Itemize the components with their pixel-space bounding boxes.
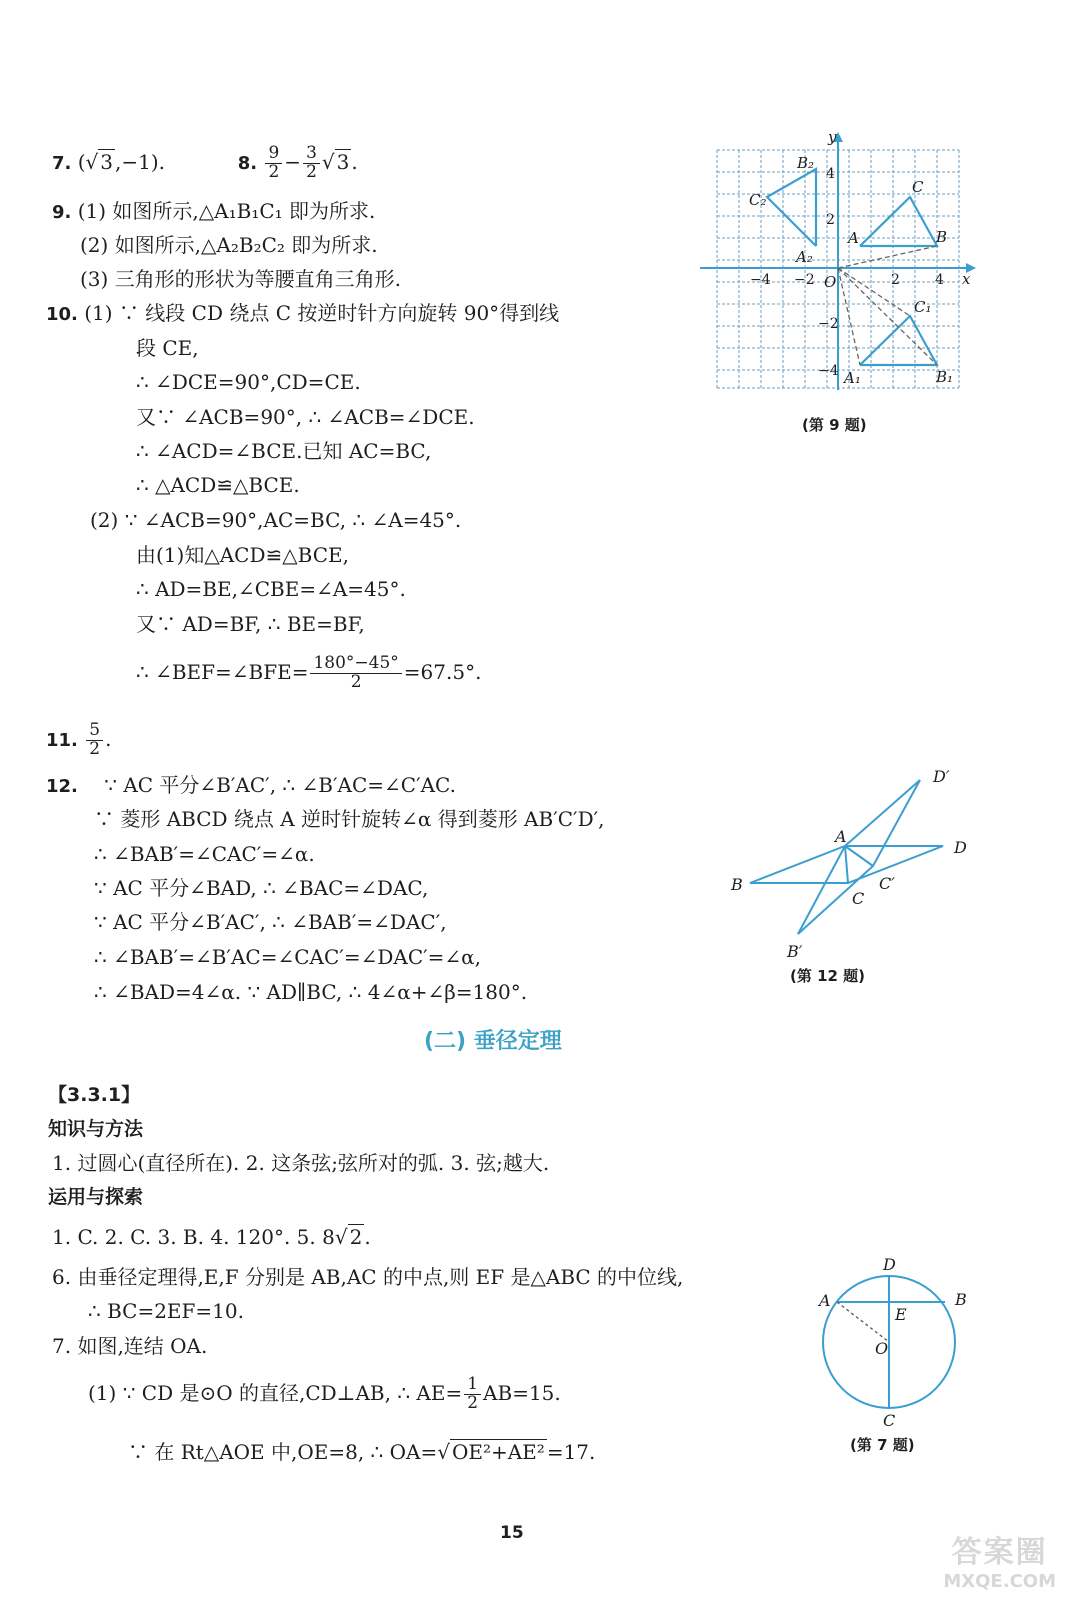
label-C: C bbox=[852, 889, 865, 908]
axes bbox=[700, 132, 976, 390]
item-number: 9. bbox=[52, 202, 72, 223]
item-7-8: 7. (√ 3 ,−1). 8. $\frac{9}{2}$ − $\frac{3}{2}$ √ 3 . bbox=[52, 143, 358, 182]
equation-left: ∴ ∠BEF=∠BFE= bbox=[136, 659, 309, 684]
watermark-logo: 答案圈 bbox=[951, 1535, 1048, 1570]
answer-7-radicand: 3 bbox=[100, 149, 114, 174]
answer-line: ∴ ∠ACD=∠BCE.已知 AC=BC, bbox=[136, 439, 432, 463]
figure-12 bbox=[725, 762, 985, 962]
label-C1: C₁ bbox=[914, 298, 932, 316]
figure-12-caption: (第 12 题) bbox=[790, 967, 866, 985]
practice-answers-1-5: 1. C. 2. C. 3. B. 4. 120°. 5. 8√ 2 . bbox=[52, 1225, 371, 1249]
answer-7-text: (√ bbox=[77, 149, 99, 174]
label-B: B bbox=[936, 228, 948, 246]
answer-line: ∴ ∠DCE=90°,CD=CE. bbox=[136, 370, 361, 394]
section-title: (二) 垂径定理 bbox=[424, 1029, 562, 1054]
knowledge-answers: 1. 过圆心(直径所在). 2. 这条弦;弦所对的弧. 3. 弦;越大. bbox=[52, 1151, 550, 1175]
practice-item-7-part2: ∵ 在 Rt△AOE 中,OE=8, ∴ OA=√ OE²+AE² =17. bbox=[128, 1440, 596, 1464]
answer-line: ∴ ∠BAD=4∠α. ∵ AD∥BC, ∴ 4∠α+∠β=180°. bbox=[94, 980, 528, 1004]
label-x: x bbox=[962, 270, 971, 288]
practice-item-7: 7. 如图,连结 OA. bbox=[52, 1334, 208, 1358]
label-A: A bbox=[835, 827, 847, 846]
answer-line: 由(1)知△ACD≌△BCE, bbox=[136, 543, 349, 567]
tick-label: −2 bbox=[818, 316, 839, 332]
fraction: $\frac{5}{2}$ bbox=[86, 722, 103, 759]
label-A: A bbox=[819, 1291, 831, 1310]
label-y: y bbox=[828, 130, 837, 146]
answer-line: (1) ∵ 线段 CD 绕点 C 按逆时针方向旋转 90°得到线 bbox=[84, 301, 560, 325]
label-A2: A₂ bbox=[796, 248, 813, 266]
figure-9-caption: (第 9 题) bbox=[802, 416, 867, 434]
practice-heading: 运用与探索 bbox=[48, 1186, 144, 1208]
page-number: 15 bbox=[500, 1523, 524, 1543]
tick-label: −4 bbox=[818, 363, 839, 379]
item-number: 10. bbox=[46, 304, 78, 325]
tick-label: −2 bbox=[794, 272, 815, 288]
label-Dprime: D′ bbox=[933, 767, 950, 786]
answer-line: ∴ ∠BAB′=∠CAC′=∠α. bbox=[94, 842, 315, 866]
item-11: 11. $\frac{5}{2}$ . bbox=[46, 720, 112, 759]
answer-line: ∵ AC 平分∠BAD, ∴ ∠BAC=∠DAC, bbox=[94, 876, 429, 900]
answer-line bbox=[136, 655, 481, 692]
label-D: D bbox=[883, 1255, 896, 1274]
label-C2: C₂ bbox=[749, 191, 767, 209]
tick-label: 2 bbox=[826, 212, 835, 228]
answer-line: 段 CE, bbox=[136, 336, 199, 360]
figure-7 bbox=[805, 1250, 985, 1440]
triangle-A1B1C1 bbox=[860, 316, 937, 365]
answer-line: (2) 如图所示,△A₂B₂C₂ 即为所求. bbox=[80, 233, 378, 257]
label-O: O bbox=[875, 1339, 889, 1358]
answer-line: (1) 如图所示,△A₁B₁C₁ 即为所求. bbox=[77, 199, 376, 223]
label-Cprime: C′ bbox=[879, 874, 895, 893]
practice-item-7-part1: (1) ∵ CD 是⊙O 的直径,CD⊥AB, ∴ AE= $\frac{1}{2}$ AB=15. bbox=[88, 1374, 561, 1413]
figure-7-caption: (第 7 题) bbox=[850, 1436, 915, 1454]
triangle-A2B2C2 bbox=[767, 169, 816, 246]
label-D: D bbox=[954, 838, 967, 857]
tick-label: 2 bbox=[891, 272, 900, 288]
label-B: B bbox=[955, 1290, 967, 1309]
fraction: $\frac{3}{2}$ bbox=[303, 145, 320, 182]
answer-line: (2) ∵ ∠ACB=90°,AC=BC, ∴ ∠A=45°. bbox=[90, 508, 462, 532]
label-B1: B₁ bbox=[936, 368, 954, 386]
fraction: $\frac{180^\circ-45^\circ}{2}$ bbox=[310, 655, 401, 692]
answer-7-tail: ,−1). bbox=[115, 149, 166, 174]
fraction: $\frac{9}{2}$ bbox=[265, 145, 282, 182]
label-A: A bbox=[848, 229, 859, 247]
subsection-label: 【3.3.1】 bbox=[48, 1084, 141, 1106]
radicand: 3 bbox=[336, 149, 350, 174]
label-B: B bbox=[731, 875, 743, 894]
answer-line: ∴ AD=BE,∠CBE=∠A=45°. bbox=[136, 577, 406, 601]
practice-item-6-conclusion: ∴ BC=2EF=10. bbox=[88, 1299, 244, 1323]
label-Bprime: B′ bbox=[787, 942, 803, 961]
equation-right: =67.5°. bbox=[403, 659, 482, 684]
watermark bbox=[943, 1527, 1056, 1592]
figure-9 bbox=[700, 130, 990, 400]
answer-line: 又∵ ∠ACB=90°, ∴ ∠ACB=∠DCE. bbox=[136, 405, 475, 429]
label-A1: A₁ bbox=[844, 369, 861, 387]
tick-label: 4 bbox=[935, 272, 944, 288]
answer-line: ∴ △ACD≌△BCE. bbox=[136, 473, 300, 497]
knowledge-heading: 知识与方法 bbox=[48, 1118, 144, 1140]
item-number: 11. bbox=[46, 729, 78, 751]
answer-line: ∵ AC 平分∠B′AC′, ∴ ∠BAB′=∠DAC′, bbox=[94, 910, 447, 934]
triangle-ABC bbox=[860, 197, 937, 246]
tick-label: 4 bbox=[826, 166, 835, 182]
answer-line: 又∵ AD=BF, ∴ BE=BF, bbox=[136, 612, 365, 636]
answer-line: ∵ 菱形 ABCD 绕点 A 逆时针旋转∠α 得到菱形 AB′C′D′, bbox=[94, 807, 605, 831]
label-C: C bbox=[912, 178, 924, 196]
label-O: O bbox=[824, 273, 837, 291]
answer-line: (3) 三角形的形状为等腰直角三角形. bbox=[80, 267, 402, 291]
item-number: 7. bbox=[52, 152, 72, 174]
tick-label: −4 bbox=[750, 272, 771, 288]
label-B2: B₂ bbox=[797, 154, 815, 172]
radius-OA bbox=[837, 1302, 889, 1342]
minus-sign: − bbox=[284, 149, 302, 174]
practice-item-6: 6. 由垂径定理得,E,F 分别是 AB,AC 的中点,则 EF 是△ABC 的中位线, bbox=[52, 1265, 684, 1289]
watermark-url: MXQE.COM bbox=[943, 1571, 1056, 1592]
label-C: C bbox=[883, 1411, 896, 1430]
item-number: 12. bbox=[46, 776, 78, 797]
answer-line: ∴ ∠BAB′=∠B′AC=∠CAC′=∠DAC′=∠α, bbox=[94, 945, 482, 969]
item-number: 8. bbox=[237, 152, 258, 174]
label-E: E bbox=[895, 1305, 907, 1324]
answer-line: ∵ AC 平分∠B′AC′, ∴ ∠B′AC=∠C′AC. bbox=[104, 773, 457, 797]
